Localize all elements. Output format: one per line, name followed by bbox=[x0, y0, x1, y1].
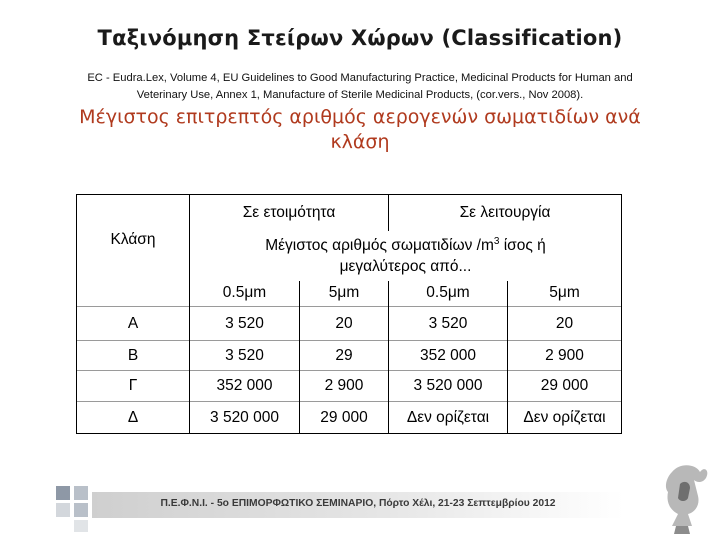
max-particles-line-2: μεγαλύτερος από... bbox=[339, 257, 472, 275]
value-cell: 3 520 bbox=[389, 307, 508, 341]
slide-subtitle bbox=[40, 105, 680, 155]
value-cell: 3 520 000 bbox=[190, 402, 300, 434]
footer-square-5 bbox=[74, 520, 88, 532]
reference-line-2: Veterinary Use, Annex 1, Manufacture of Sterile Medicinal Products, (cor.vers., Nov 2008). bbox=[136, 89, 584, 101]
value-cell: 352 000 bbox=[190, 371, 300, 402]
size-cell: 0.5μm bbox=[190, 281, 300, 307]
value-cell: 20 bbox=[508, 307, 622, 341]
in-operation-header: Σε λειτουργία bbox=[389, 195, 622, 231]
table-row bbox=[77, 307, 622, 341]
value-cell: 29 000 bbox=[508, 371, 622, 402]
max-particles-header bbox=[190, 231, 622, 281]
size-cell: 0.5μm bbox=[389, 281, 508, 307]
value-cell: 20 bbox=[300, 307, 389, 341]
size-cell: 5μm bbox=[508, 281, 622, 307]
value-cell: Δεν ορίζεται bbox=[508, 402, 622, 434]
table-header-row-states bbox=[77, 195, 622, 231]
value-cell: 29 000 bbox=[300, 402, 389, 434]
class-header-label: Κλάση bbox=[110, 231, 156, 248]
class-cell: Δ bbox=[77, 402, 190, 434]
footer-square-1 bbox=[56, 486, 70, 500]
value-cell: 2 900 bbox=[300, 371, 389, 402]
footer-square-4 bbox=[56, 503, 70, 517]
footer-square-3 bbox=[74, 503, 88, 517]
value-cell: 3 520 000 bbox=[389, 371, 508, 402]
cleanroom-classification-table bbox=[76, 194, 622, 434]
class-cell: Α bbox=[77, 307, 190, 341]
max-particles-suffix: ίσος ή bbox=[499, 236, 546, 254]
value-cell: 3 520 bbox=[190, 341, 300, 371]
value-cell: 3 520 bbox=[190, 307, 300, 341]
subtitle-line-1: Μέγιστος επιτρεπτός αριθμός αερογενών σωματιδίων ανά bbox=[79, 106, 641, 128]
at-rest-header: Σε ετοιμότητα bbox=[190, 195, 389, 231]
footer-bar bbox=[92, 492, 624, 518]
value-cell: Δεν ορίζεται bbox=[389, 402, 508, 434]
footer-text: Π.Ε.Φ.Ν.Ι. - 5ο ΕΠΙΜΟΡΦΩΤΙΚΟ ΣΕΜΙΝΑΡΙΟ, Πόρτο Χέλι, 21-23 Σεπτεμβρίου 2012 bbox=[160, 498, 556, 509]
table-row bbox=[77, 402, 622, 434]
reference-citation bbox=[40, 70, 680, 104]
value-cell: 352 000 bbox=[389, 341, 508, 371]
table-row bbox=[77, 371, 622, 402]
reference-line-1: EC - Eudra.Lex, Volume 4, EU Guidelines to Good Manufacturing Practice, Medicinal Products for Human and bbox=[87, 72, 633, 84]
table-row bbox=[77, 341, 622, 371]
max-particles-prefix: Μέγιστος αριθμός σωματιδίων /m bbox=[265, 236, 494, 254]
class-header-cell bbox=[77, 195, 190, 307]
class-cell: Β bbox=[77, 341, 190, 371]
size-cell: 5μm bbox=[300, 281, 389, 307]
slide-title: Ταξινόμηση Στείρων Χώρων (Classification) bbox=[97, 26, 623, 50]
warrior-helmet-logo-icon bbox=[658, 462, 714, 540]
subtitle-line-2: κλάση bbox=[330, 131, 390, 153]
value-cell: 29 bbox=[300, 341, 389, 371]
value-cell: 2 900 bbox=[508, 341, 622, 371]
class-cell: Γ bbox=[77, 371, 190, 402]
footer-square-2 bbox=[74, 486, 88, 500]
max-particles-exponent: 3 bbox=[493, 235, 500, 247]
